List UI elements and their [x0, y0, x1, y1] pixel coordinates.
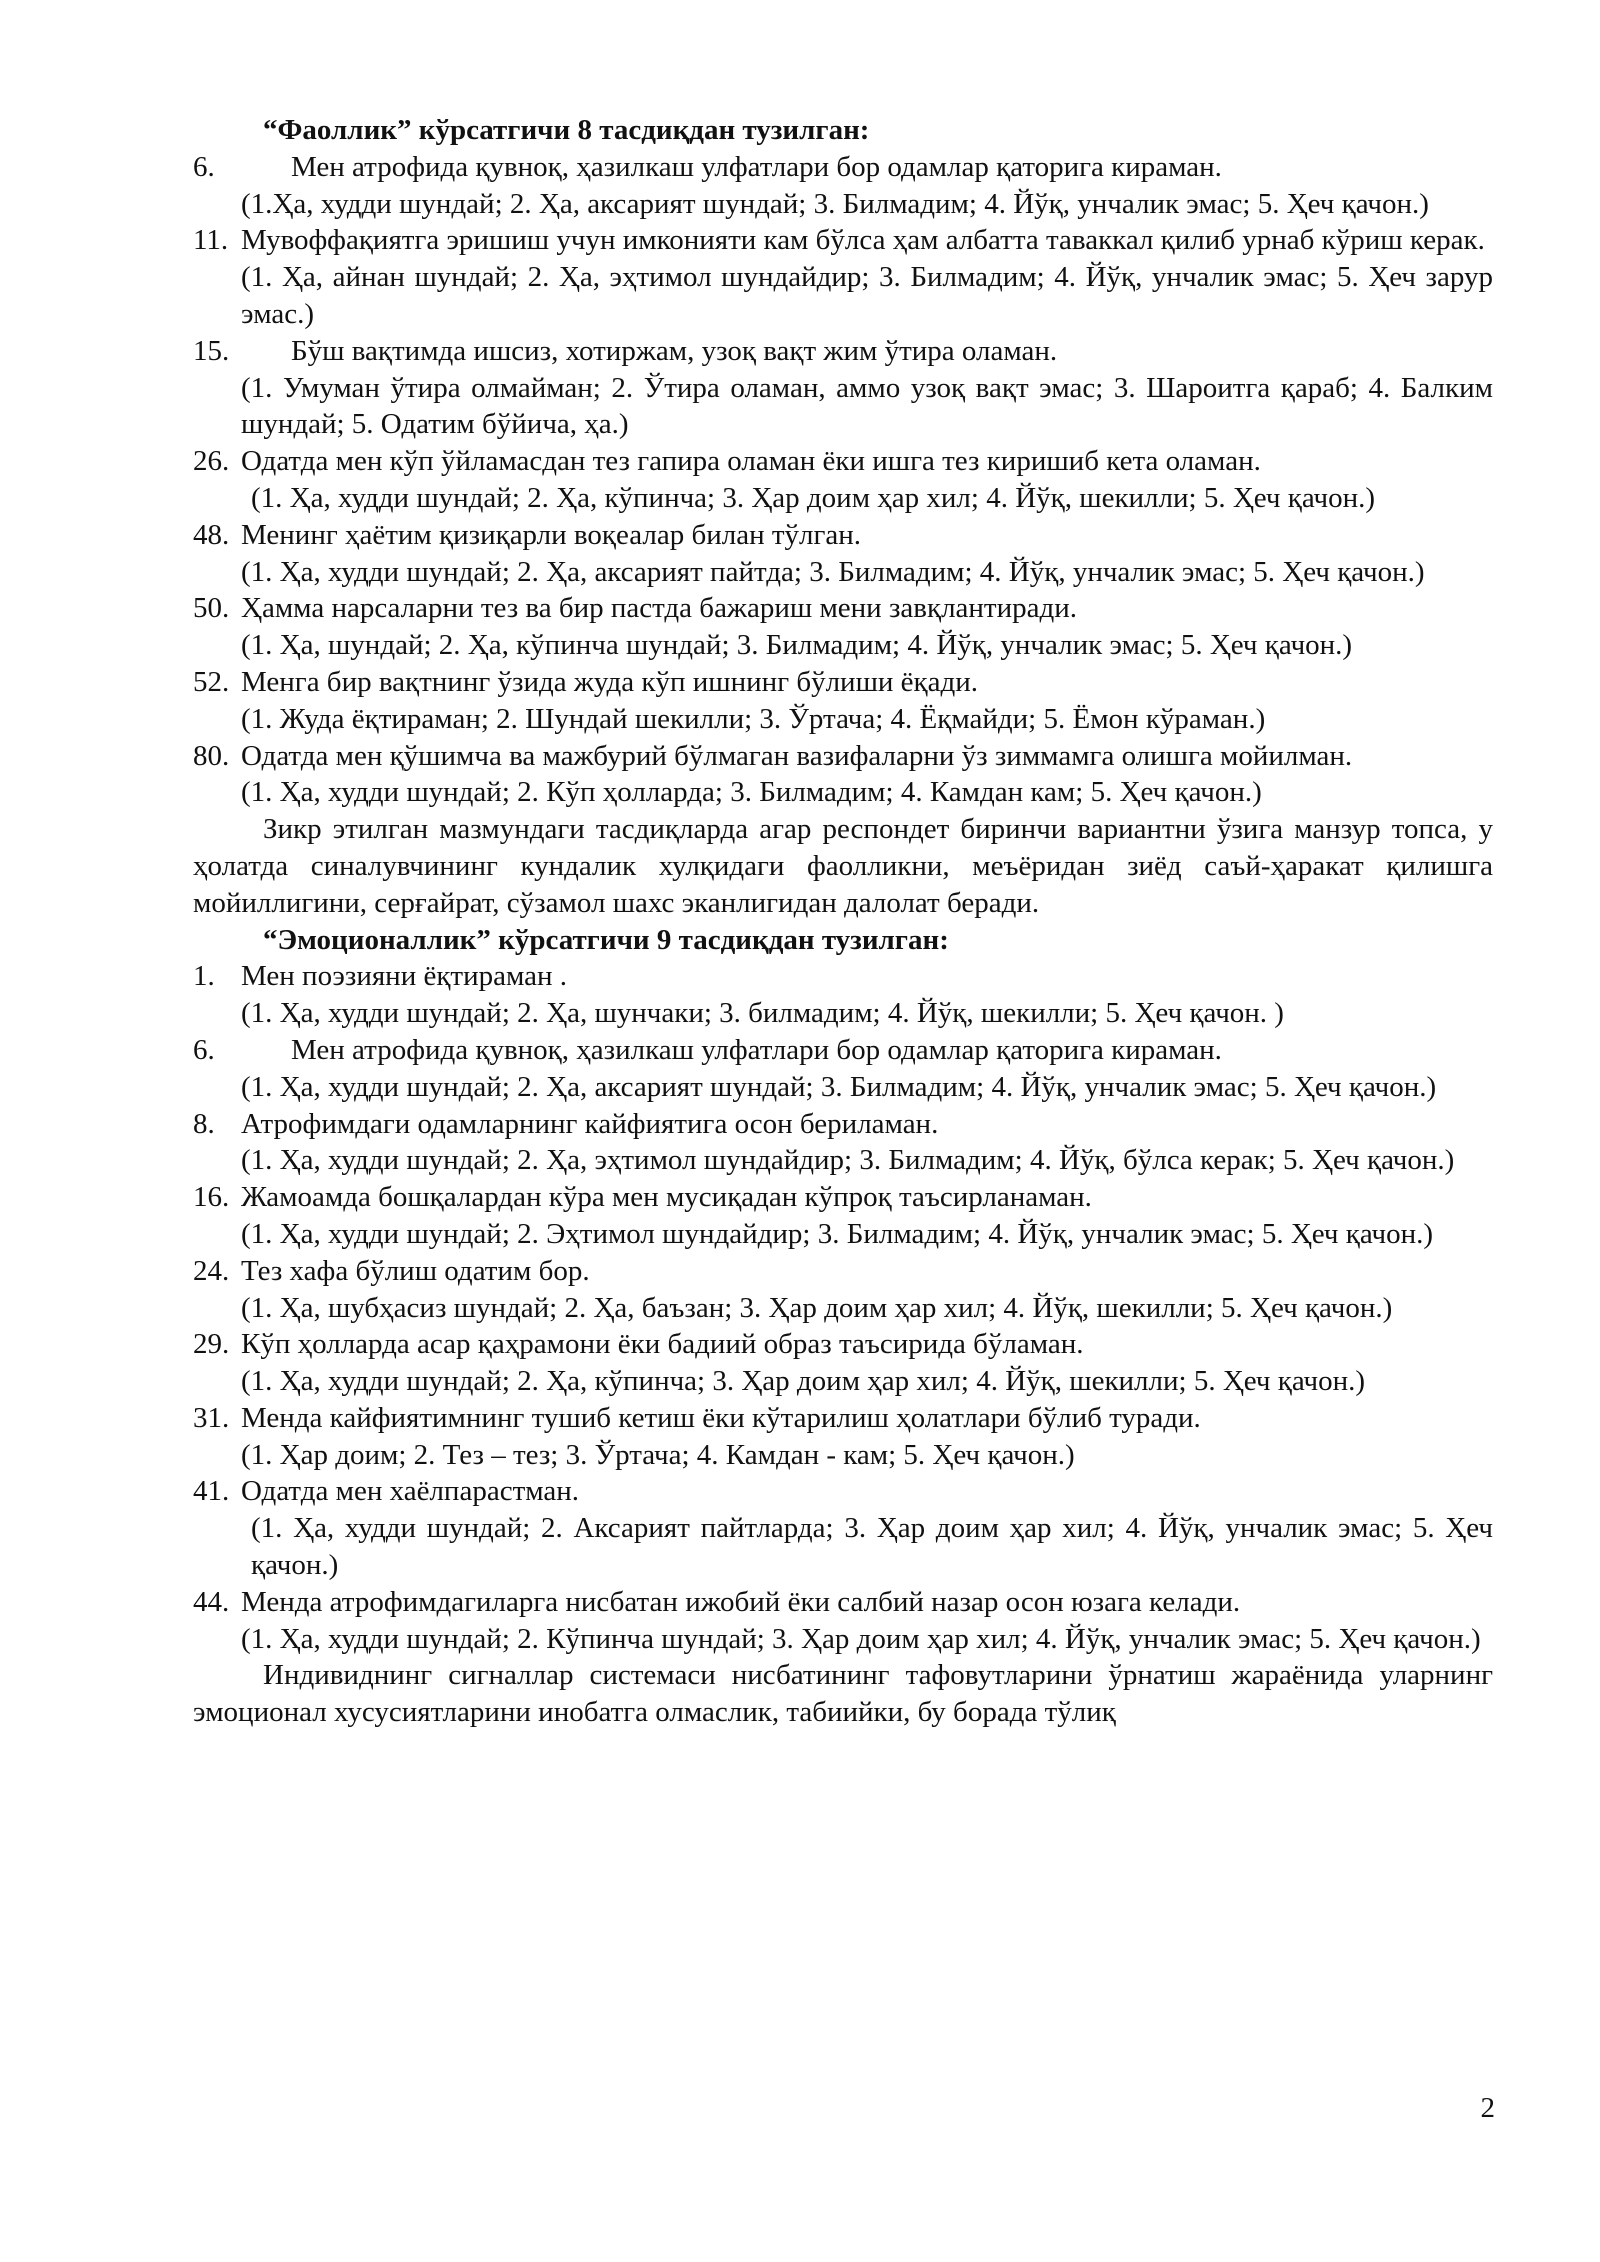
question-text: Мен атрофида қувноқ, ҳазилкаш улфатлари бор одамлар қаторига кираман. [291, 150, 1222, 183]
question-text: Мен атрофида қувноқ, ҳазилкаш улфатлари бор одамлар қаторига кираман. [291, 1033, 1222, 1066]
question-text: Мен поэзияни ёқтираман . [241, 960, 568, 993]
question-number: 11. [193, 224, 229, 257]
question-number: 44. [193, 1585, 230, 1618]
answer-options: (1. Ҳа, худди шундай; 2. Кўп ҳолларда; 3. Билмадим; 4. Камдан кам; 5. Ҳеч қачон.) [241, 776, 1262, 809]
question-text: Одатда мен кўп ўйламасдан тез гапира оламан ёки ишга тез киришиб кета оламан. [241, 445, 1261, 478]
answer-options: (1. Ҳар доим; 2. Тез – тез; 3. Ўртача; 4. Камдан - кам; 5. Ҳеч қачон.) [241, 1438, 1075, 1471]
question-text: Менда атрофимдагиларга нисбатан ижобий ёки салбий назар осон юзага келади. [241, 1585, 1241, 1618]
question-text: Одатда мен хаёлпарастман. [241, 1475, 580, 1508]
question-text: Менда кайфиятимнинг тушиб кетиш ёки кўтарилиш ҳолатлари бўлиб туради. [241, 1401, 1201, 1434]
question-text: Тез хафа бўлиш одатим бор. [241, 1254, 590, 1287]
question-item [193, 1326, 1493, 1363]
question-number: 26. [193, 445, 230, 478]
section-conclusion: Зикр этилган мазмундаги тасдиқларда агар респондет биринчи вариантни ўзига манзур топса, у ҳолатда синалувчининг кундалик хулқидаги фаолликни, меъёридан зиёд саъй-ҳаракат қилишга мойиллигини, серғайрат, сўзамол шахс эканлигидан далолат беради. [193, 813, 1493, 919]
answer-options: (1. Жуда ёқтираман; 2. Шундай шекилли; 3. Ўртача; 4. Ёқмайди; 5. Ёмон кўраман.) [241, 702, 1266, 735]
question-item [193, 333, 1493, 370]
question-item [193, 958, 1493, 995]
answer-options: (1. Ҳа, худди шундай; 2. Ҳа, аксарият пайтда; 3. Билмадим; 4. Йўқ, унчалик эмас; 5. Ҳеч қачон.) [241, 555, 1425, 588]
question-number: 16. [193, 1181, 230, 1214]
question-number: 41. [193, 1475, 230, 1508]
answer-options: (1. Ҳа, худди шундай; 2. Аксарият пайтларда; 3. Ҳар доим ҳар хил; 4. Йўқ, унчалик эмас; 5. Ҳеч қачон.) [251, 1512, 1493, 1582]
question-item [193, 1400, 1493, 1437]
question-item [193, 590, 1493, 627]
question-number: 31. [193, 1401, 230, 1434]
answer-options: (1. Ҳа, худди шундай; 2. Ҳа, кўпинча; 3. Ҳар доим ҳар хил; 4. Йўқ, шекилли; 5. Ҳеч қачон.) [241, 1365, 1366, 1398]
question-number: 15. [193, 334, 230, 367]
answer-options: (1. Ҳа, худди шундай; 2. Ҳа, эҳтимол шундайдир; 3. Билмадим; 4. Йўқ, бўлса керак; 5. Ҳеч қачон.) [241, 1144, 1455, 1177]
question-text: Атрофимдаги одамларнинг кайфиятига осон бериламан. [241, 1107, 939, 1140]
answer-options: (1. Ҳа, худди шундай; 2. Ҳа, аксарият шундай; 3. Билмадим; 4. Йўқ, унчалик эмас; 5. Ҳеч қачон.) [241, 1070, 1437, 1103]
answer-options: (1. Умуман ўтира олмайман; 2. Ўтира оламан, аммо узоқ вақт эмас; 3. Шароитга қараб; 4. Балким шундай; 5. Одатим бўйича, ҳа.) [241, 371, 1493, 441]
question-number: 80. [193, 739, 230, 772]
question-text: Менга бир вақтнинг ўзида жуда кўп ишнинг бўлиши ёқади. [241, 665, 979, 698]
answer-options: (1. Ҳа, худди шундай; 2. Эҳтимол шундайдир; 3. Билмадим; 4. Йўқ, унчалик эмас; 5. Ҳеч қачон.) [241, 1217, 1434, 1250]
question-number: 24. [193, 1254, 230, 1287]
question-text: Одатда мен қўшимча ва мажбурий бўлмаган вазифаларни ўз зиммамга олишга мойилман. [241, 739, 1353, 772]
answer-options: (1. Ҳа, худди шундай; 2. Ҳа, шунчаки; 3. билмадим; 4. Йўқ, шекилли; 5. Ҳеч қачон. ) [241, 997, 1284, 1030]
question-item [193, 664, 1493, 701]
answer-options: (1. Ҳа, айнан шундай; 2. Ҳа, эҳтимол шундайдир; 3. Билмадим; 4. Йўқ, унчалик эмас; 5. Ҳеч зарур эмас.) [241, 261, 1493, 330]
question-number: 50. [193, 592, 230, 625]
question-item [193, 738, 1493, 775]
question-number: 8. [193, 1107, 215, 1140]
question-item [193, 1584, 1493, 1621]
question-item [193, 443, 1493, 480]
document-page [193, 112, 1493, 1731]
answer-options: (1. Ҳа, шубҳасиз шундай; 2. Ҳа, баъзан; 3. Ҳар доим ҳар хил; 4. Йўқ, шекилли; 5. Ҳеч қачон.) [241, 1291, 1393, 1324]
question-item [193, 1032, 1493, 1069]
question-text: Кўп ҳолларда асар қаҳрамони ёки бадиий образ таъсирида бўламан. [241, 1328, 1084, 1361]
question-number: 29. [193, 1328, 230, 1361]
question-item [193, 222, 1493, 259]
question-text: Мувоффақиятга эришиш учун имконияти кам бўлса ҳам албатта таваккал қилиб урнаб кўриш керак. [241, 224, 1485, 257]
question-text: Менинг ҳаётим қизиқарли воқеалар билан тўлган. [241, 518, 862, 551]
question-item [193, 1473, 1493, 1510]
question-number: 1. [193, 960, 215, 993]
question-number: 48. [193, 518, 230, 551]
question-item [193, 1106, 1493, 1143]
answer-options: (1. Ҳа, худди шундай; 2. Кўпинча шундай; 3. Ҳар доим ҳар хил; 4. Йўқ, унчалик эмас; 5. Ҳеч қачон.) [241, 1622, 1481, 1655]
section-heading-emotionality: “Эмоционаллик” кўрсатгичи 9 тасдиқдан тузилган: [263, 923, 949, 956]
question-text: Ҳамма нарсаларни тез ва бир пастда бажариш мени завқлантиради. [241, 592, 1078, 625]
question-item [193, 149, 1493, 186]
section-conclusion: Индивиднинг сигналлар системаси нисбатининг тафовутларини ўрнатиш жараёнида уларнинг эмоционал хусусиятларини инобатга олмаслик, табиийки, бу борада тўлиқ [193, 1659, 1493, 1729]
question-number: 6. [193, 150, 215, 183]
question-item [193, 517, 1493, 554]
page-number: 2 [1480, 2092, 1495, 2124]
question-number: 6. [193, 1033, 215, 1066]
question-item [193, 1179, 1493, 1216]
question-text: Жамоамда бошқалардан кўра мен мусиқадан кўпроқ таъсирланаман. [241, 1181, 1092, 1214]
section-heading-activity: “Фаоллик” кўрсатгичи 8 тасдиқдан тузилган: [263, 114, 870, 146]
question-number: 52. [193, 665, 230, 698]
question-item [193, 1253, 1493, 1290]
answer-options: (1. Ҳа, худди шундай; 2. Ҳа, кўпинча; 3. Ҳар доим ҳар хил; 4. Йўқ, шекилли; 5. Ҳеч қачон.) [251, 481, 1376, 514]
answer-options: (1. Ҳа, шундай; 2. Ҳа, кўпинча шундай; 3. Билмадим; 4. Йўқ, унчалик эмас; 5. Ҳеч қачон.) [241, 629, 1353, 662]
answer-options: (1.Ҳа, худди шундай; 2. Ҳа, аксарият шундай; 3. Билмадим; 4. Йўқ, унчалик эмас; 5. Ҳеч қачон.) [241, 187, 1429, 220]
question-text: Бўш вақтимда ишсиз, хотиржам, узоқ вақт жим ўтира оламан. [291, 334, 1058, 367]
